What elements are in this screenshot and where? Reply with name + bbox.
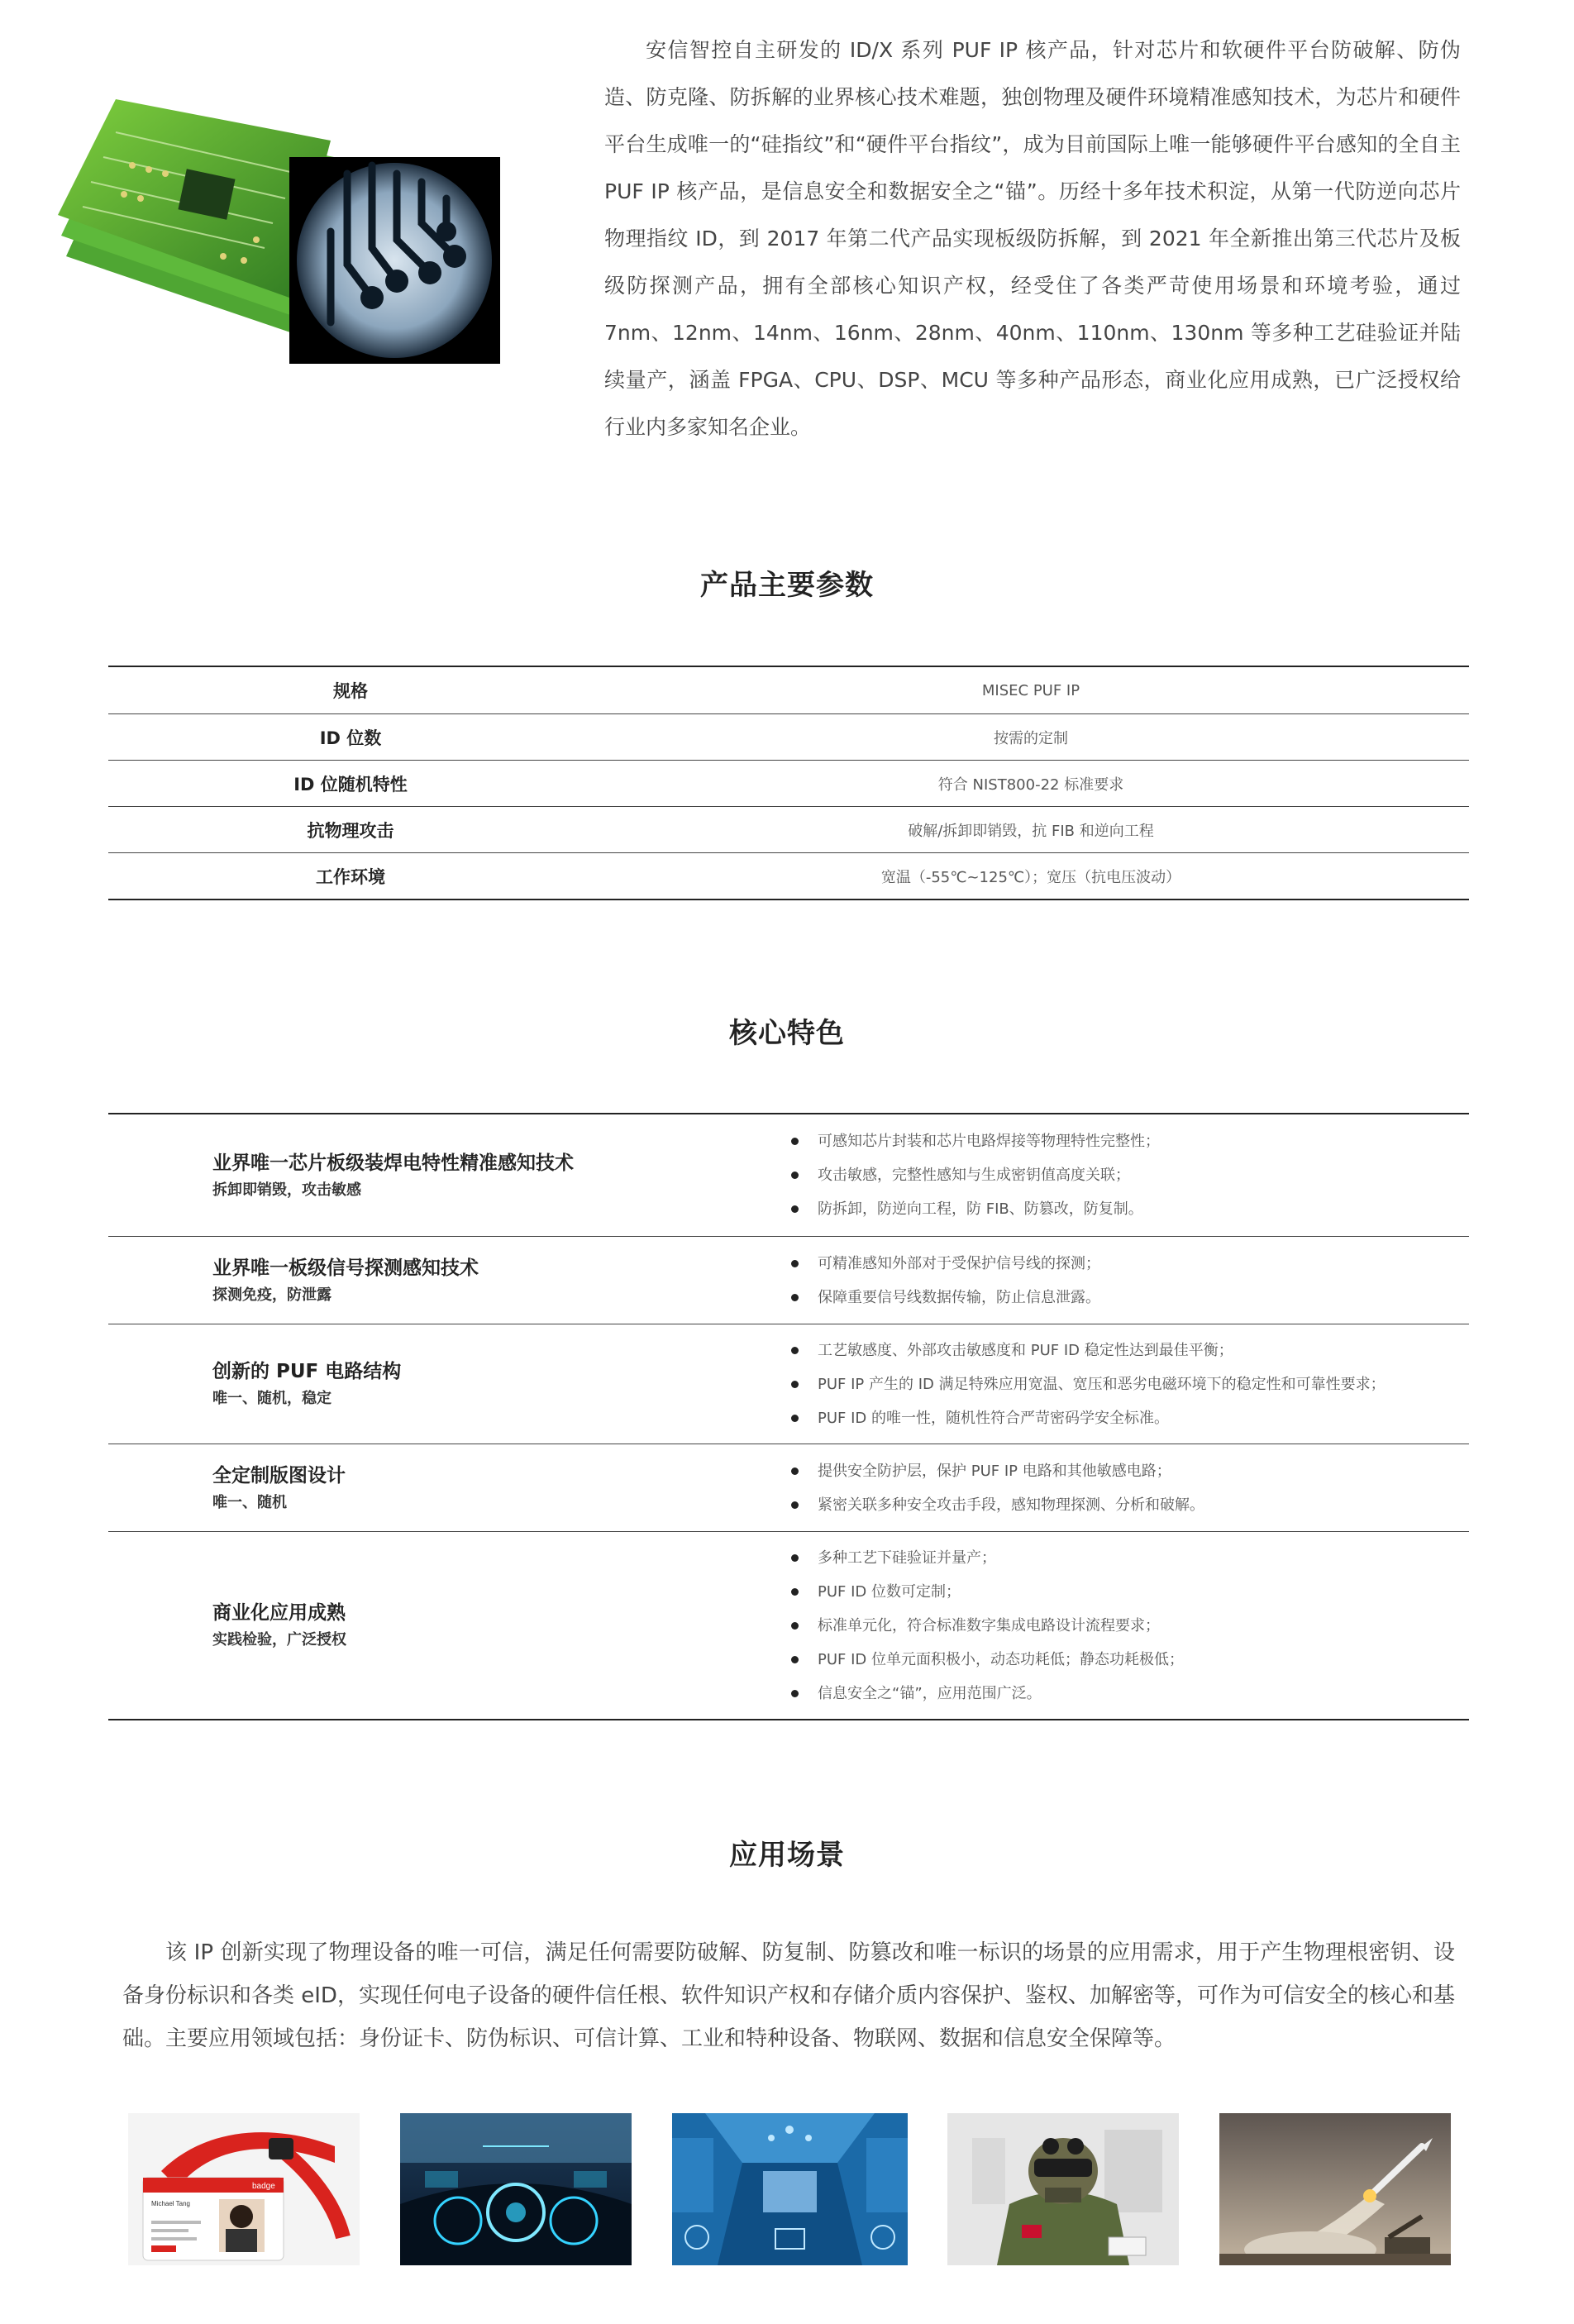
params-title: 产品主要参数 — [700, 569, 874, 602]
params-key: 抗物理攻击 — [307, 820, 394, 841]
feature-subtitle: 实践检验，广泛授权 — [212, 1631, 346, 1649]
badge-tag: badge — [252, 2182, 275, 2191]
id-badge-image — [128, 2113, 360, 2265]
feature-title: 商业化应用成熟 — [212, 1602, 346, 1624]
application-paragraph: 该 IP 创新实现了物理设备的唯一可信，满足任何需要防破解、防复制、防篡改和唯一标识的场景的应用需求，用于产生物理根密钥、设备身份标识和各类 eID，实现任何电子设备的硬件信任根、软件知识产权和存储介质内容保护、鉴权、加解密等，可作为可信安全的核心和基础。主要应用领域包括：身份证卡、防伪标识、可信计算、工业和特种设备、物联网、数据和信息安全保障等。 — [122, 1940, 1455, 2051]
params-value: 破解/拆卸即销毁，抗 FIB 和逆向工程 — [908, 822, 1154, 840]
intro-paragraph: 安信智控自主研发的 ID/X 系列 PUF IP 核产品，针对芯片和软硬件平台防破解、防伪造、防克隆、防拆解的业界核心技术难题，独创物理及硬件环境精准感知技术，为芯片和硬件平台生成唯一的“硅指纹”和“硬件平台指纹”，成为目前国际上唯一能够硬件平台感知的全自主 PUF IP 核产品，是信息安全和数据安全之“锚”。历经十多年技术积淀，从第一代防逆向芯片物理指纹 ID，到 2017 年第二代产品实现板级防拆解，到 2021 年全新推出第三代芯片及板级防探测产品，拥有全部核心知识产权，经受住了各类严苛使用场景和环境考验，通过 7nm、12nm、14nm、16nm、28nm、40nm、110nm、130nm 等多种工艺硅验证并陆续量产，涵盖 FPGA、CPU、DSP、MCU 等多种产品形态，商业化应用成熟，已广泛授权给行业内多家知名企业。 — [604, 38, 1461, 439]
feature-bullets — [791, 1446, 1469, 1530]
feature-bullet: 标准单元化，符合标准数字集成电路设计流程要求； — [791, 1609, 1469, 1643]
feature-bullet: PUF IP 产生的 ID 满足特殊应用宽温、宽压和恶劣电磁环境下的稳定性和可靠性要求； — [791, 1367, 1469, 1401]
feature-subtitle: 拆卸即销毁，攻击敏感 — [212, 1181, 361, 1199]
params-row — [108, 667, 1469, 713]
feature-row — [108, 1531, 1469, 1719]
feature-bullet: 信息安全之“锚”，应用范围广泛。 — [791, 1677, 1469, 1711]
feature-title: 创新的 PUF 电路结构 — [212, 1361, 402, 1382]
feature-row — [108, 1444, 1469, 1531]
feature-subtitle: 探测免疫，防泄露 — [212, 1286, 331, 1304]
feature-row — [108, 1114, 1469, 1236]
feature-bullet: 可感知芯片封装和芯片电路焊接等物理特性完整性； — [791, 1124, 1469, 1158]
feature-row — [108, 1324, 1469, 1444]
params-value: 按需的定制 — [994, 729, 1068, 747]
feature-heading — [108, 1461, 791, 1515]
feature-bullet: 提供安全防护层，保护 PUF IP 电路和其他敏感电路； — [791, 1454, 1469, 1488]
smart-home-image — [672, 2113, 908, 2265]
application-title: 应用场景 — [729, 1839, 845, 1872]
params-key: ID 位随机特性 — [293, 774, 408, 795]
feature-bullets — [791, 1238, 1469, 1323]
feature-bullet: PUF ID 位数可定制； — [791, 1575, 1469, 1609]
params-table — [108, 666, 1469, 900]
feature-bullet: 紧密关联多种安全攻击手段，感知物理探测、分析和破解。 — [791, 1488, 1469, 1522]
features-title: 核心特色 — [729, 1017, 845, 1050]
feature-subtitle: 唯一、随机 — [212, 1493, 287, 1511]
params-value: 宽温（-55℃~125℃）；宽压（抗电压波动） — [880, 868, 1181, 886]
params-key: 工作环境 — [316, 866, 385, 887]
smart-car-image — [400, 2113, 632, 2265]
params-key: ID 位数 — [319, 728, 382, 748]
feature-heading — [108, 1598, 791, 1653]
params-key: 规格 — [333, 681, 368, 701]
feature-subtitle: 唯一、随机，稳定 — [212, 1390, 331, 1407]
feature-heading — [108, 1148, 791, 1203]
params-value: MISEC PUF IP — [981, 681, 1080, 699]
feature-bullet: 攻击敏感，完整性感知与生成密钥值高度关联； — [791, 1158, 1469, 1192]
feature-bullet: 防拆卸，防逆向工程，防 FIB、防篡改，防复制。 — [791, 1192, 1469, 1226]
params-row — [108, 852, 1469, 899]
feature-heading — [108, 1253, 791, 1308]
feature-bullets — [791, 1116, 1469, 1234]
params-row — [108, 806, 1469, 852]
feature-title: 全定制版图设计 — [212, 1464, 346, 1487]
pcb-chip-image — [58, 50, 500, 380]
missile-launch-image — [1219, 2113, 1451, 2265]
feature-bullet: PUF ID 位单元面积极小，动态功耗低；静态功耗极低； — [791, 1643, 1469, 1677]
badge-name: Michael Tang — [151, 2200, 190, 2207]
feature-bullet: PUF ID 的唯一性，随机性符合严苛密码学安全标准。 — [791, 1401, 1469, 1435]
feature-title: 业界唯一芯片板级装焊电特性精准感知技术 — [212, 1152, 574, 1174]
feature-bullet: 工艺敏感度、外部攻击敏感度和 PUF ID 稳定性达到最佳平衡； — [791, 1334, 1469, 1367]
params-row — [108, 760, 1469, 806]
feature-bullets — [791, 1533, 1469, 1719]
feature-bullet: 可精准感知外部对于受保护信号线的探测； — [791, 1247, 1469, 1281]
feature-title: 业界唯一板级信号探测感知技术 — [212, 1257, 479, 1279]
feature-bullet: 保障重要信号线数据传输，防止信息泄露。 — [791, 1281, 1469, 1315]
params-row — [108, 713, 1469, 760]
feature-bullets — [791, 1325, 1469, 1444]
soldier-equipment-image — [947, 2113, 1179, 2265]
feature-heading — [108, 1357, 791, 1411]
features-table — [108, 1113, 1469, 1720]
params-value: 符合 NIST800-22 标准要求 — [937, 775, 1124, 794]
feature-row — [108, 1236, 1469, 1324]
feature-bullet: 多种工艺下硅验证并量产； — [791, 1541, 1469, 1575]
